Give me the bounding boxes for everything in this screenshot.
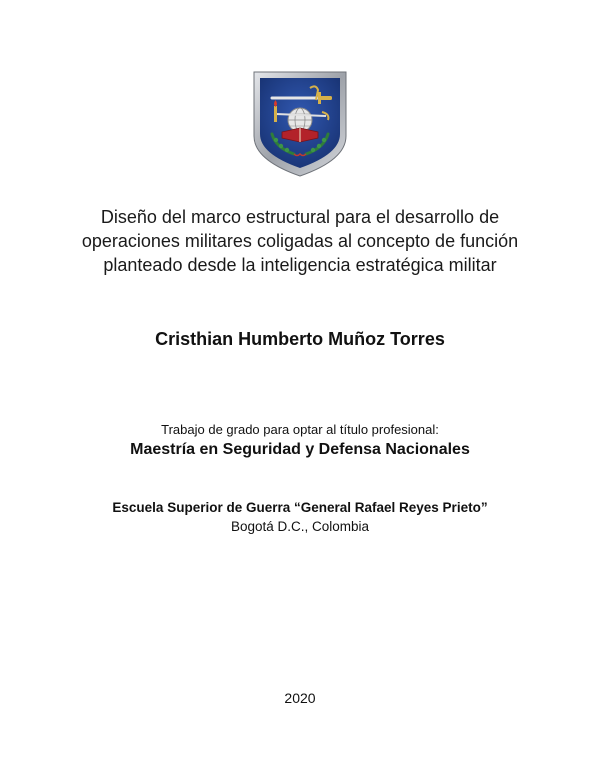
institution-name: Escuela Superior de Guerra “General Rafael Reyes Prieto”: [112, 500, 488, 515]
thesis-title: Diseño del marco estructural para el desarrollo de operaciones militares coligadas al concepto de función planteado desde la inteligencia estratégica militar: [81, 207, 519, 275]
author-name: Cristhian Humberto Muñoz Torres: [155, 329, 445, 349]
degree-intro-text: Trabajo de grado para optar al título profesional:: [161, 422, 439, 437]
year: 2020: [284, 690, 316, 706]
degree-name: Maestría en Seguridad y Defensa Nacionales: [130, 441, 470, 458]
location: Bogotá D.C., Colombia: [230, 519, 370, 534]
military-school-shield-icon: [250, 70, 350, 178]
